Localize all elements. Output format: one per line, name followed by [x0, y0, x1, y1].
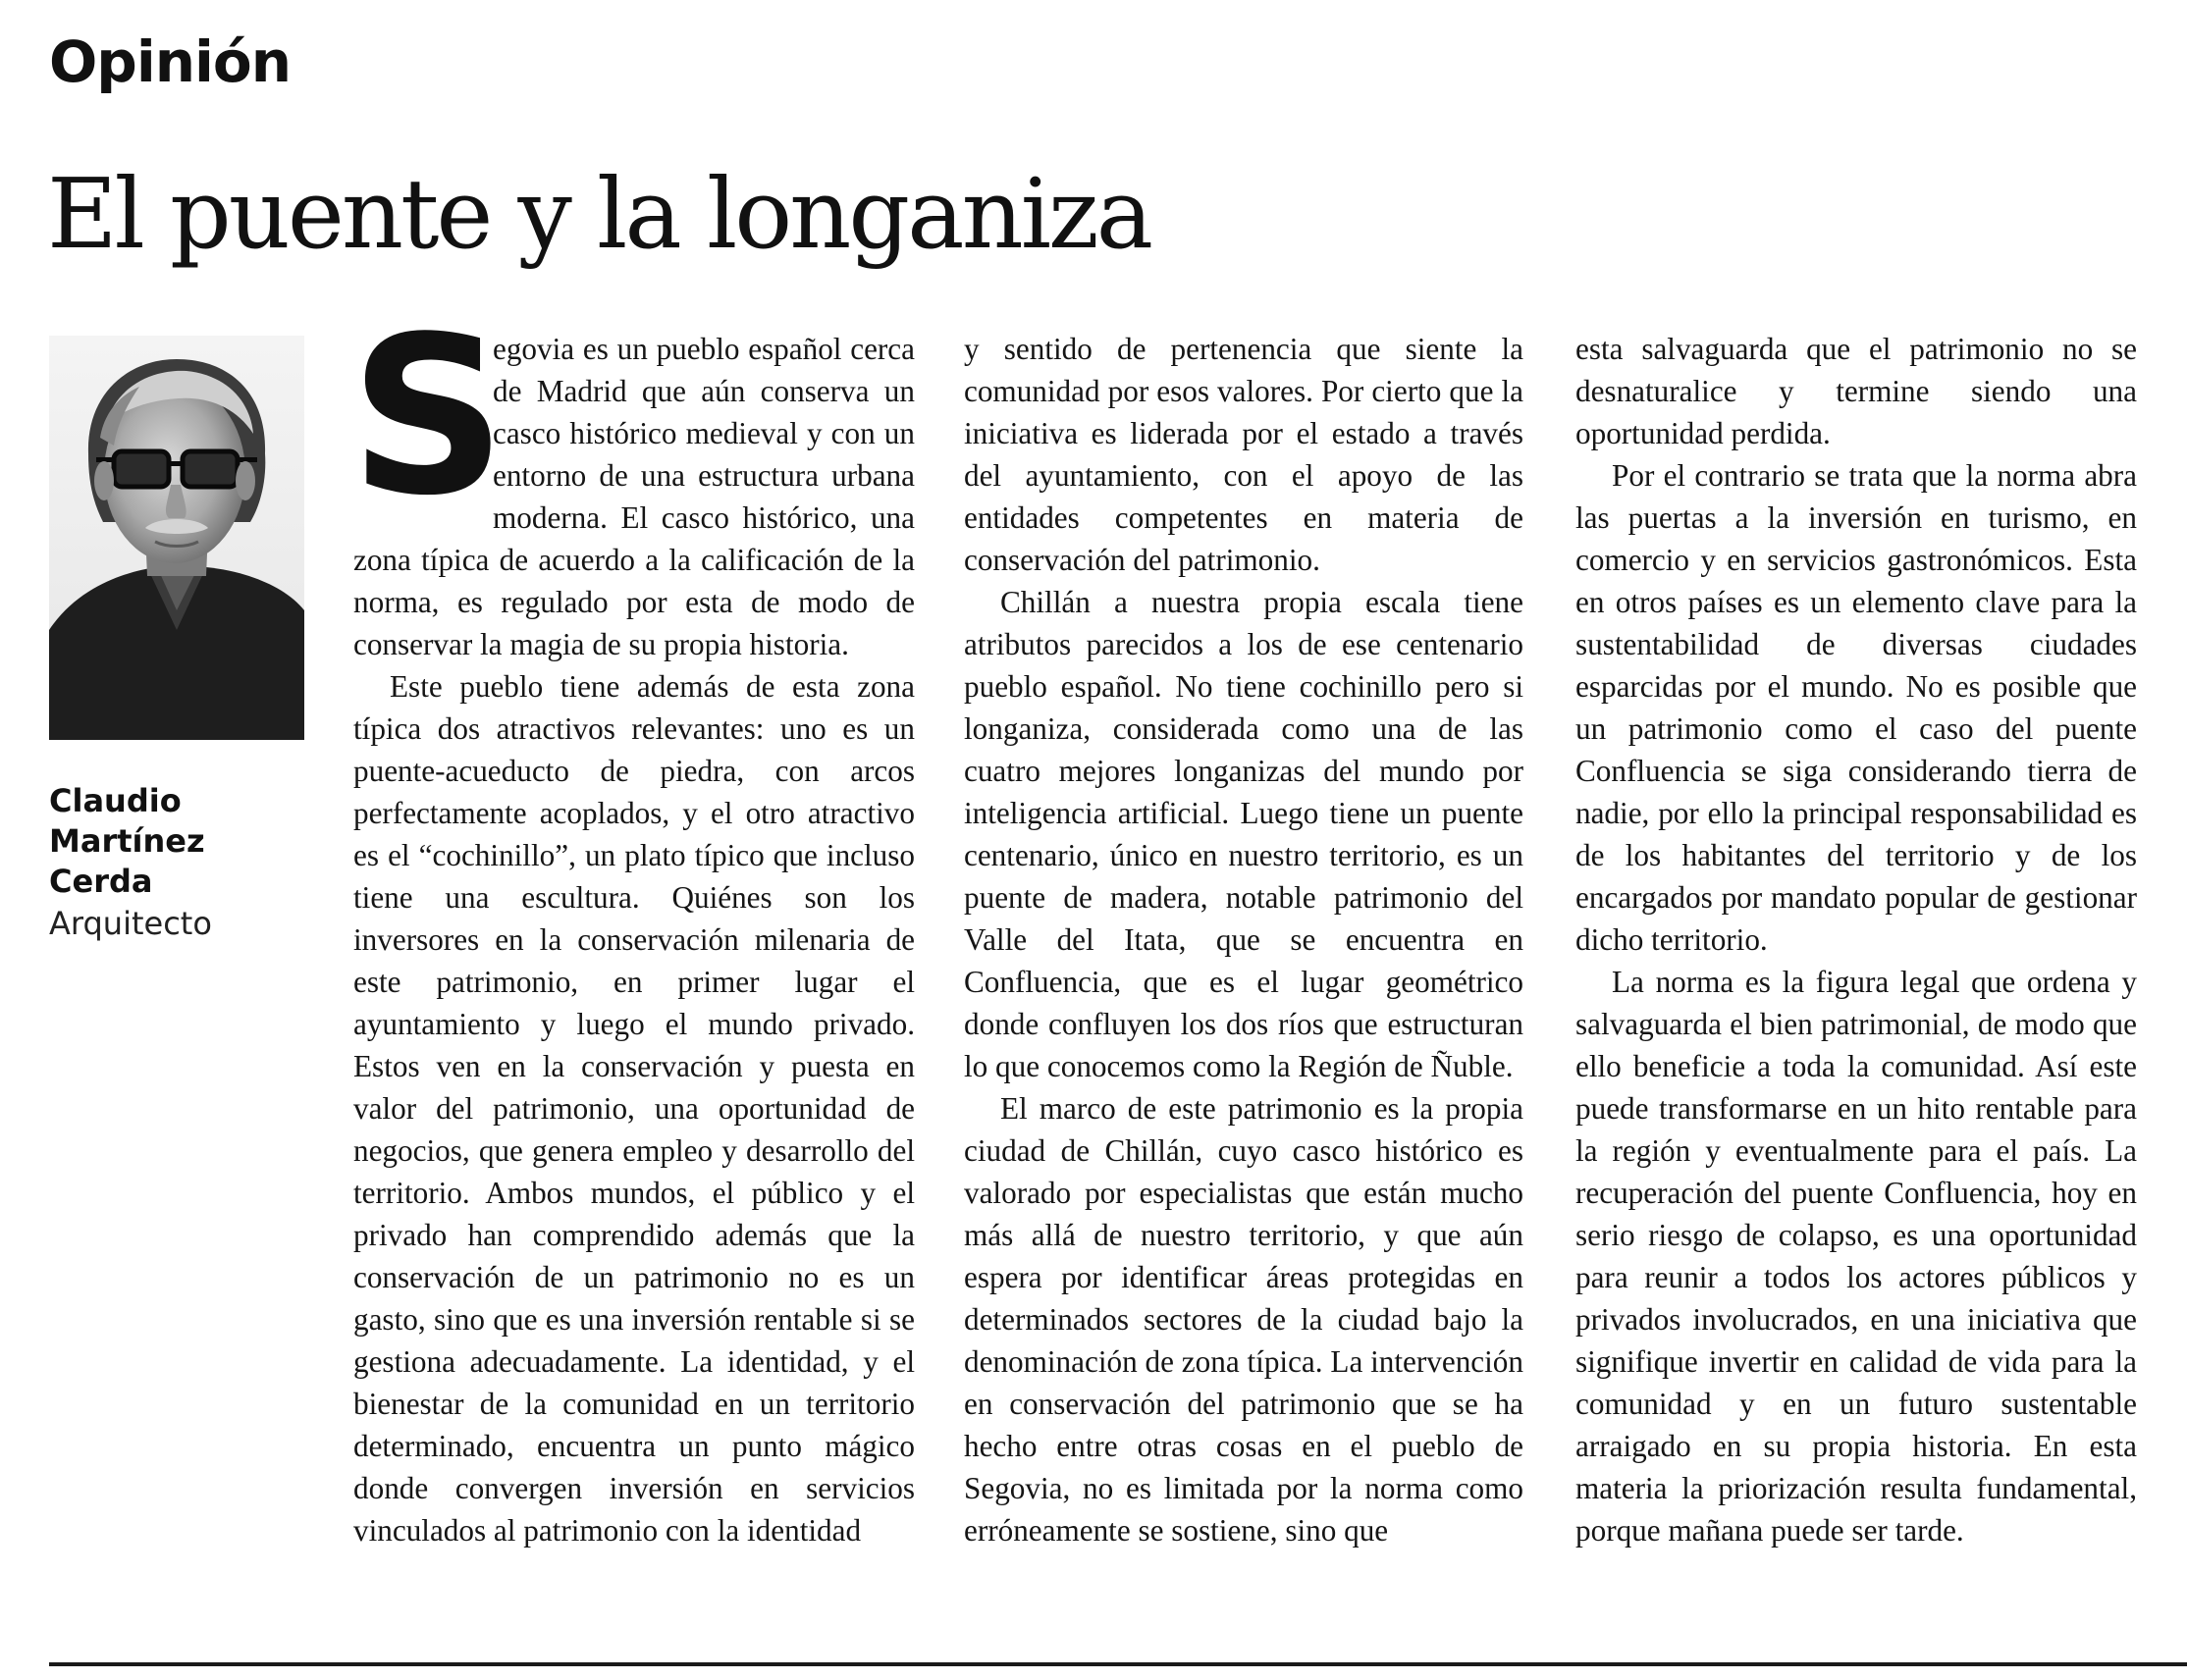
- author-name: [49, 781, 205, 902]
- article-column-3: [1575, 328, 2137, 1551]
- article-paragraph: Chillán a nuestra propia escala tiene atributos parecidos a los de ese centenario pueblo español. No tiene cochinillo pero si longaniza, considerada como una de las cuatro mejores longanizas del mundo por inteligencia artificial. Luego tiene un puente centenario, único en nuestro territorio, es un puente de madera, notable patrimonio del Valle del Itata, que se encuentra en Confluencia, que es el lugar geométrico donde confluyen los dos ríos que estructuran lo que conocemos como la Región de Ñuble.: [964, 585, 1523, 1083]
- article-paragraph: esta salvaguarda que el patrimonio no se desnaturalice y termine siendo una oportunidad perdida.: [1575, 332, 2137, 450]
- author-name-line: Cerda: [49, 863, 153, 900]
- article-paragraph: Este pueblo tiene además de esta zona típica dos atractivos relevantes: uno es un puente-acueducto de piedra, con arcos perfectamente acoplados, y el otro atractivo es el “cochinillo”, un plato típico que incluso tiene una escultura. Quiénes son los inversores en la conservación milenaria de este patrimonio, en primer lugar el ayuntamiento y luego el mundo privado. Estos ven en la conservación y puesta en valor del patrimonio, una oportunidad de negocios, que genera empleo y desarrollo del territorio. Ambos mundos, el público y el privado han comprendido además que la conservación de un patrimonio no es un gasto, sino que es una inversión rentable si se gestiona adecuadamente. La identidad, y el bienestar de la comunidad en un territorio determinado, encuentra un punto mágico donde convergen inversión en servicios vinculados al patrimonio con la identidad: [353, 669, 915, 1548]
- drop-cap: S: [349, 290, 507, 544]
- article-paragraph: [349, 290, 915, 665]
- headline: El puente y la longaniza: [47, 159, 1151, 271]
- author-portrait-icon: [49, 336, 304, 740]
- author-name-line: Martínez: [49, 822, 205, 860]
- article-paragraph: Por el contrario se trata que la norma abra las puertas a la inversión en turismo, en comercio y en servicios gastronómicos. Esta en otros países es un elemento clave para la sustentabilidad de diversas ciudades esparcidas por el mundo. No es posible que un patrimonio como el caso del puente Confluencia se siga considerando tierra de nadie, por ello la principal responsabilidad es de los habitantes del territorio y de los encargados por mandato popular de gestionar dicho territorio.: [1575, 458, 2137, 957]
- author-photo: [49, 336, 304, 740]
- author-role: Arquitecto: [49, 905, 212, 942]
- paragraph-text: egovia es un pueblo español cerca de Madrid que aún conserva un casco histórico medieval y con un entorno de una estructura urbana moderna. El casco histórico, una zona típica de acuerdo a la calificación de la norma, es regulado por esta de modo de conservar la magia de su propia historia.: [353, 332, 915, 661]
- article-paragraph: y sentido de pertenencia que siente la comunidad por esos valores. Por cierto que la iniciativa es liderada por el estado a través del ayuntamiento, con el apoyo de las entidades competentes en materia de conservación del patrimonio.: [964, 332, 1523, 577]
- bottom-rule: [49, 1662, 2187, 1666]
- article-column-1: [349, 290, 915, 1551]
- author-name-line: Claudio: [49, 782, 182, 819]
- article-paragraph: El marco de este patrimonio es la propia ciudad de Chillán, cuyo casco histórico es valorado por especialistas que están mucho más allá de nuestro territorio, y que aún espera por identificar áreas protegidas en determinados sectores de la ciudad bajo la denominación de zona típica. La intervención en conservación del patrimonio que se ha hecho entre otras cosas en el pueblo de Segovia, no es limitada por la norma como erróneamente se sostiene, sino que: [964, 1091, 1523, 1548]
- article-paragraph: La norma es la figura legal que ordena y salvaguarda el bien patrimonial, de modo que ello beneficie a toda la comunidad. Así este puede transformarse en un hito rentable para la región y eventualmente para el país. La recuperación del puente Confluencia, hoy en serio riesgo de colapso, es una oportunidad para reunir a todos los actores públicos y privados involucrados, en una iniciativa que signifique invertir en calidad de vida para la comunidad y en un futuro sustentable arraigado en su propia historia. En esta materia la priorización resulta fundamental, porque mañana puede ser tarde.: [1575, 965, 2137, 1548]
- article-column-2: [964, 328, 1523, 1551]
- section-label: Opinión: [49, 28, 292, 95]
